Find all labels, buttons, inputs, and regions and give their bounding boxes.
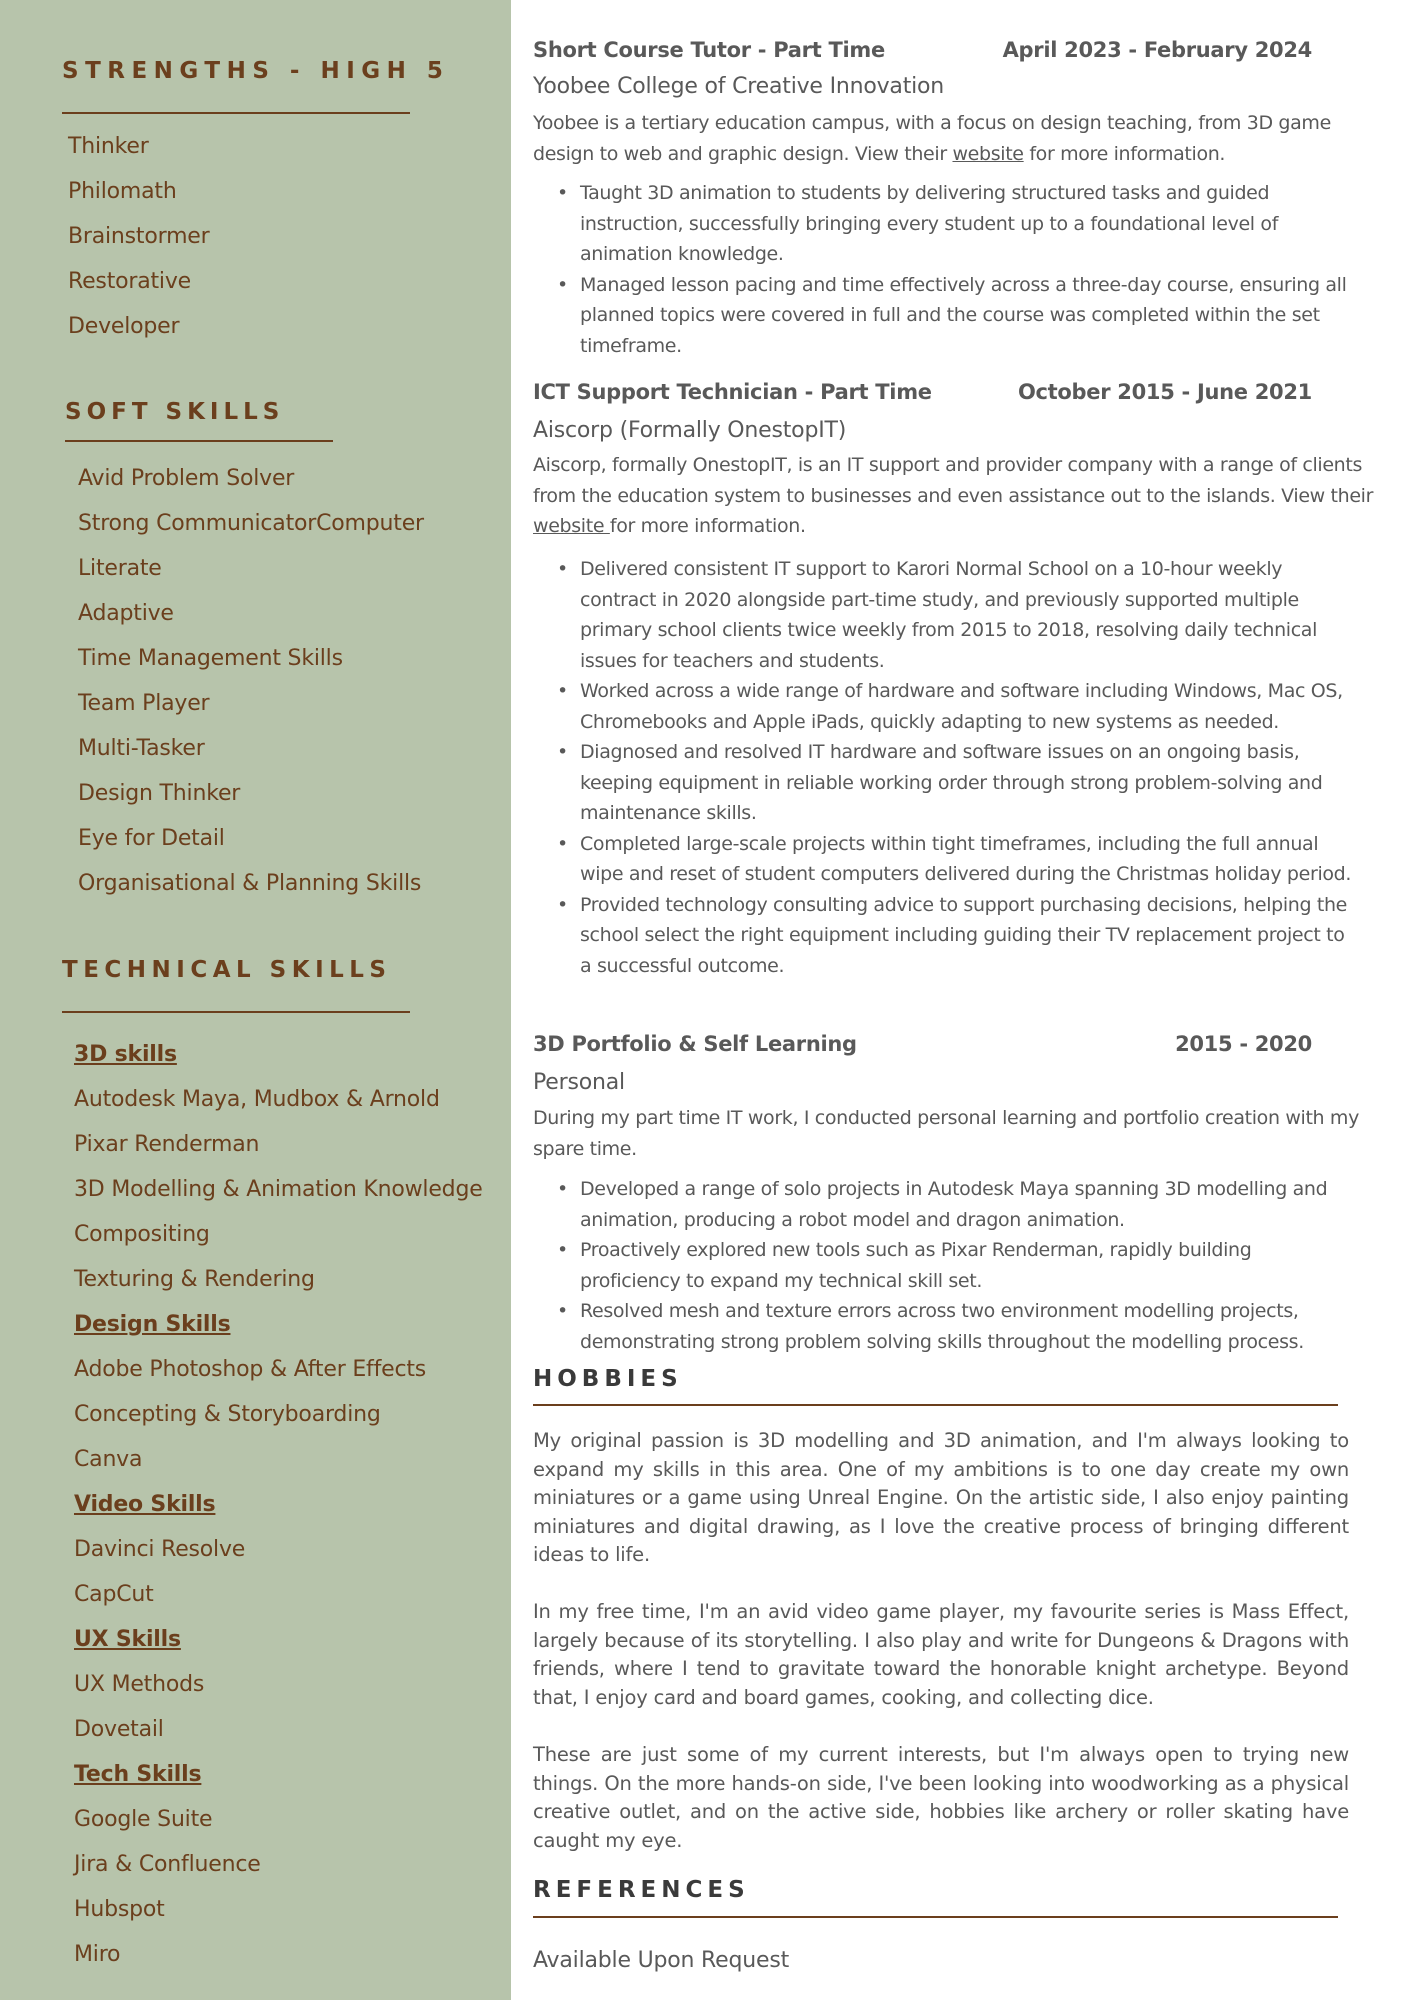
strength-item: Thinker (68, 134, 149, 159)
strength-item: Developer (68, 314, 180, 339)
job-dates: April 2023 - February 2024 (1002, 38, 1312, 62)
soft-skill-item: Organisational & Planning Skills (78, 871, 422, 896)
job-description-text: During my part time IT work, I conducted personal learning and portfolio creation with my spare time. (533, 1107, 1359, 1160)
bullet-text: Provided technology consulting advice to support purchasing decisions, helping the school select the right equipment including guiding their TV replacement project to a successful outcome. (580, 893, 1347, 977)
bullet-text: Proactively explored new tools such as Pixar Renderman, rapidly building proficiency to expand my technical skill set. (580, 1239, 1252, 1292)
references-text: Available Upon Request (533, 1948, 790, 1973)
bullet-item: • Worked across a wide range of hardware and software including Windows, Mac OS, Chromebooks and Apple iPads, quickly adapting to new systems as needed. (557, 680, 1343, 733)
soft-skill-item: Adaptive (78, 601, 174, 626)
bullet-text: Resolved mesh and texture errors across two environment modelling projects, demonstrating strong problem solving skills throughout the modelling process. (580, 1300, 1304, 1353)
job-description (533, 450, 1383, 542)
hobbies-paragraph: In my free time, I'm an avid video game player, my favourite series is Mass Effect, largely because of its storytelling. I also play and write for Dungeons & Dragons with friends, where I tend to gravitate toward the honorable knight archetype. Beyond that, I enjoy card and board games, cooking, and collecting dice. (533, 1600, 1349, 1709)
strengths-divider (62, 112, 410, 114)
soft-skills-list (78, 456, 424, 906)
job-dates: 2015 - 2020 (1175, 1032, 1312, 1056)
technical-skill-item: Compositing (74, 1222, 210, 1247)
technical-skill-item: Davinci Resolve (74, 1537, 246, 1562)
technical-skills-list (74, 1032, 483, 1977)
strength-item: Brainstormer (68, 224, 210, 249)
job-description (533, 1103, 1383, 1164)
job-description-text: for more information. (609, 515, 806, 537)
bullet-item: • Proactively explored new tools such as Pixar Renderman, rapidly building proficiency to expand my technical skill set. (557, 1239, 1252, 1292)
bullet-text: Taught 3D animation to students by delivering structured tasks and guided instruction, successfully bringing every student up to a foundational level of animation knowledge. (580, 182, 1279, 265)
technical-skill-item: Adobe Photoshop & After Effects (74, 1357, 427, 1382)
soft-skill-item: Multi-Tasker (78, 736, 205, 761)
hobbies-divider (533, 1404, 1338, 1406)
hobbies-paragraph: These are just some of my current interests, but I'm always open to trying new things. On the more hands-on side, I've been looking into woodworking as a physical creative outlet, and on the active side, hobbies like archery or roller skating have caught my eye. (533, 1743, 1349, 1852)
skill-category: 3D skills (74, 1042, 177, 1067)
job-bullets (533, 178, 1353, 361)
bullet-text: Delivered consistent IT support to Karori Normal School on a 10-hour weekly contract in 2020 alongside part-time study, and previously supported multiple primary school clients twice weekly from 2015 to 2018, resolving daily technical issues for teachers and students. (580, 558, 1318, 672)
strength-item: Restorative (68, 269, 192, 294)
strengths-list (68, 124, 210, 349)
skill-category: Video Skills (74, 1492, 216, 1517)
soft-skill-item: Team Player (78, 691, 210, 716)
hobbies-paragraph: My original passion is 3D modelling and 3D animation, and I'm always looking to expand my skills in this area. One of my ambitions is to one day create my own miniatures or a game using Unreal Engine. On the artistic side, I also enjoy painting miniatures and digital drawing, as I love the creative process of bringing different ideas to life. (533, 1429, 1349, 1566)
bullet-item: • Taught 3D animation to students by delivering structured tasks and guided instruction, successfully bringing every student up to a foundational level of animation knowledge. (557, 182, 1279, 265)
technical-skill-item: Canva (74, 1447, 143, 1472)
technical-skill-item: Hubspot (74, 1897, 165, 1922)
soft-skill-item: Strong CommunicatorComputer (78, 511, 424, 536)
bullet-item: • Completed large-scale projects within tight timeframes, including the full annual wipe and reset of student computers delivered during the Christmas holiday period. (557, 832, 1352, 885)
hobbies-heading: HOBBIES (533, 1366, 683, 1392)
soft-skill-item: Literate (78, 556, 162, 581)
job-company: Yoobee College of Creative Innovation (533, 74, 945, 99)
job-company: Personal (533, 1070, 625, 1095)
job-description-text: Yoobee is a tertiary education campus, with a focus on design teaching, from 3D game design to web and graphic design. View their (533, 112, 1331, 165)
job-title: 3D Portfolio & Self Learning (533, 1032, 857, 1056)
job-description (533, 108, 1383, 169)
job-bullets (533, 1174, 1353, 1357)
skill-category: UX Skills (74, 1627, 181, 1652)
job-title: Short Course Tutor - Part Time (533, 38, 885, 62)
soft-skill-item: Time Management Skills (78, 646, 343, 671)
bullet-text: Worked across a wide range of hardware and software including Windows, Mac OS, Chromebooks and Apple iPads, quickly adapting to new systems as needed. (580, 680, 1343, 733)
sidebar (0, 0, 511, 2000)
skill-category: Tech Skills (74, 1762, 202, 1787)
bullet-item: • Delivered consistent IT support to Karori Normal School on a 10-hour weekly contract in 2020 alongside part-time study, and previously supported multiple primary school clients twice weekly from 2015 to 2018, resolving daily technical issues for teachers and students. (557, 558, 1318, 672)
job-title: ICT Support Technician - Part Time (533, 380, 932, 404)
soft-skill-item: Avid Problem Solver (78, 466, 295, 491)
technical-skill-item: Miro (74, 1942, 121, 1967)
technical-skills-heading: TECHNICAL SKILLS (62, 957, 392, 983)
references-heading: REFERENCES (533, 1877, 750, 1903)
bullet-item: • Managed lesson pacing and time effectively across a three-day course, ensuring all planned topics were covered in full and the course was completed within the set timeframe. (557, 273, 1347, 357)
technical-skill-item: CapCut (74, 1582, 154, 1607)
bullet-item: • Provided technology consulting advice to support purchasing decisions, helping the school select the right equipment including guiding their TV replacement project to a successful outcome. (557, 893, 1347, 977)
job-description-text: Aiscorp, formally OnestopIT, is an IT support and provider company with a range of clients from the education system to businesses and even assistance out to the islands. View their (533, 454, 1374, 507)
bullet-text: Developed a range of solo projects in Autodesk Maya spanning 3D modelling and animation, producing a robot model and dragon animation. (580, 1178, 1328, 1231)
job-company: Aiscorp (Formally OnestopIT) (533, 418, 847, 443)
references-divider (533, 1916, 1338, 1918)
bullet-text: Diagnosed and resolved IT hardware and software issues on an ongoing basis, keeping equipment in reliable working order through strong problem-solving and maintenance skills. (580, 741, 1323, 824)
job-bullets (533, 554, 1353, 981)
technical-skill-item: Pixar Renderman (74, 1132, 260, 1157)
soft-skills-heading: SOFT SKILLS (65, 399, 285, 425)
bullet-item: • Resolved mesh and texture errors across two environment modelling projects, demonstrating strong problem solving skills throughout the modelling process. (557, 1300, 1304, 1353)
technical-skill-item: Concepting & Storyboarding (74, 1402, 381, 1427)
technical-skill-item: Jira & Confluence (74, 1852, 261, 1877)
bullet-text: Managed lesson pacing and time effectively across a three-day course, ensuring all planned topics were covered in full and the course was completed within the set timeframe. (580, 273, 1347, 357)
job-description-text: for more information. (1023, 142, 1226, 165)
main-content (533, 0, 1393, 2000)
job-dates: October 2015 - June 2021 (1017, 380, 1312, 404)
soft-skills-divider (65, 440, 333, 442)
technical-skill-item: Google Suite (74, 1807, 213, 1832)
technical-skill-item: 3D Modelling & Animation Knowledge (74, 1177, 483, 1202)
strength-item: Philomath (68, 179, 177, 204)
strengths-heading: STRENGTHS - HIGH 5 (62, 58, 450, 84)
technical-skill-item: Autodesk Maya, Mudbox & Arnold (74, 1087, 440, 1112)
bullet-item: • Developed a range of solo projects in Autodesk Maya spanning 3D modelling and animation, producing a robot model and dragon animation. (557, 1178, 1328, 1231)
bullet-text: Completed large-scale projects within tight timeframes, including the full annual wipe and reset of student computers delivered during the Christmas holiday period. (580, 832, 1352, 885)
website-link[interactable]: website (533, 515, 610, 537)
website-link[interactable]: website (952, 142, 1024, 165)
skill-category: Design Skills (74, 1312, 231, 1337)
soft-skill-item: Eye for Detail (78, 826, 225, 851)
soft-skill-item: Design Thinker (78, 781, 241, 806)
technical-skill-item: UX Methods (74, 1672, 205, 1697)
technical-skills-divider (62, 1011, 410, 1013)
technical-skill-item: Texturing & Rendering (74, 1267, 315, 1292)
technical-skill-item: Dovetail (74, 1717, 164, 1742)
bullet-item: • Diagnosed and resolved IT hardware and software issues on an ongoing basis, keeping equipment in reliable working order through strong problem-solving and maintenance skills. (557, 741, 1323, 824)
